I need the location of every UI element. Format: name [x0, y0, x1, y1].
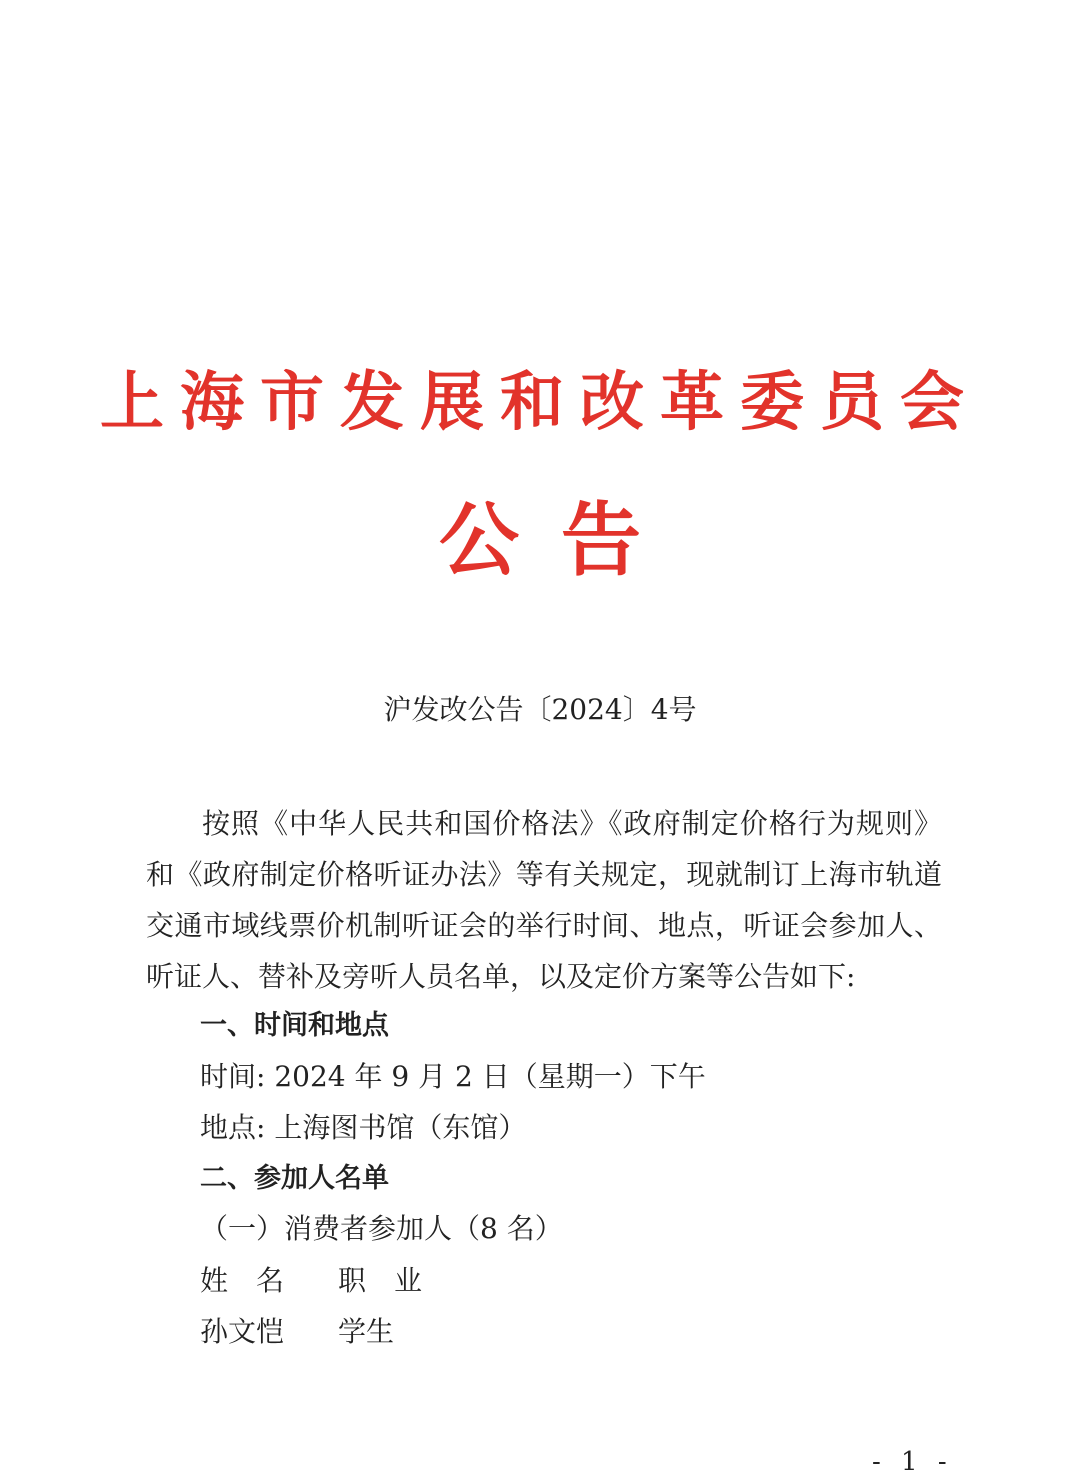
participant-name: 孙文恺	[200, 1315, 285, 1348]
participants-subheading: （一）消费者参加人（8 名）	[200, 1212, 563, 1245]
section-heading-time-place: 一、时间和地点	[200, 1010, 389, 1041]
section-heading-participants: 二、参加人名单	[200, 1163, 389, 1194]
hearing-time: 时间: 2024 年 9 月 2 日（星期一）下午	[200, 1060, 706, 1093]
document-number: 沪发改公告〔2024〕4号	[383, 693, 697, 726]
organization-title: 上海市发展和改革委员会	[100, 365, 980, 440]
page-number: - 1 -	[872, 1447, 953, 1477]
intro-paragraph: 按照《中华人民共和国价格法》《政府制定价格行为规则》和《政府制定价格听证办法》等有关规定，现就制订上海市轨道交通市域线票价机制听证会的举行时间、地点，听证会参加人、听证人、替补及旁听人员名单，以及定价方案等公告如下:	[146, 807, 942, 993]
hearing-place: 地点: 上海图书馆（东馆）	[200, 1111, 527, 1144]
column-header-occupation: 职业	[338, 1264, 451, 1297]
column-header-name: 姓名	[200, 1264, 313, 1297]
document-type-title: 公告	[439, 493, 683, 587]
participant-occupation: 学生	[338, 1315, 395, 1348]
